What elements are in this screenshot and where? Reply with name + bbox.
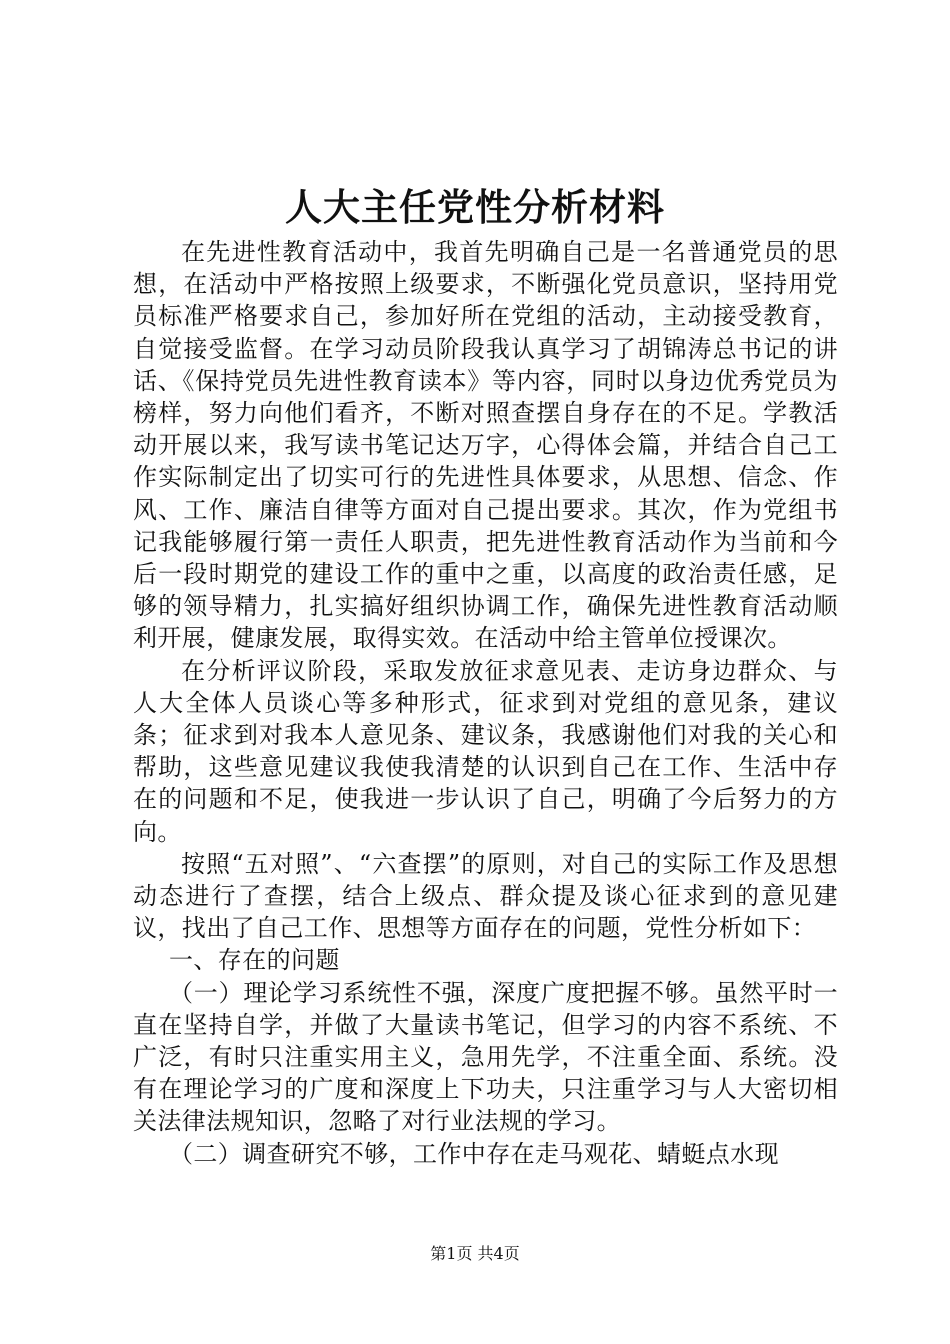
page-footer: 第1页 共4页	[430, 1244, 520, 1263]
document-title: 人大主任党性分析材料	[285, 185, 665, 229]
sub-paragraph-1: （一）理论学习系统性不强，深度广度把握不够。虽然平时一直在坚持自学，并做了大量读书笔记，但学习的内容不系统、不广泛，有时只注重实用主义，急用先学，不注重全面、系统。没有在理论学习的广度和深度上下功夫，只注重学习与人大密切相关法律法规知识，忽略了对行业法规的学习。	[133, 978, 838, 1136]
section-heading: 一、存在的问题	[169, 946, 340, 975]
document-body	[133, 236, 838, 1170]
paragraph-1: 在先进性教育活动中，我首先明确自己是一名普通党员的思想，在活动中严格按照上级要求，不断强化党员意识，坚持用党员标准严格要求自己，参加好所在党组的活动，主动接受教育，自觉接受监督。在学习动员阶段我认真学习了胡锦涛总书记的讲话、《保持党员先进性教育读本》等内容，同时以身边优秀党员为榜样，努力向他们看齐，不断对照查摆自身存在的不足。学教活动开展以来，我写读书笔记达万字，心得体会篇，并结合自己工作实际制定出了切实可行的先进性具体要求，从思想、信念、作风、工作、廉洁自律等方面对自己提出要求。其次，作为党组书记我能够履行第一责任人职责，把先进性教育活动作为当前和今后一段时期党的建设工作的重中之重，以高度的政治责任感，足够的领导精力，扎实搞好组织协调工作，确保先进性教育活动顺利开展，健康发展，取得实效。在活动中给主管单位授课次。	[133, 238, 838, 653]
paragraph-3: 按照“五对照”、“六查摆”的原则，对自己的实际工作及思想动态进行了查摆，结合上级点、群众提及谈心征求到的意见建议，找出了自己工作、思想等方面存在的问题，党性分析如下：	[133, 849, 838, 943]
sub-paragraph-2: （二）调查研究不够，工作中存在走马观花、蜻蜓点水现	[169, 1139, 779, 1168]
paragraph-2: 在分析评议阶段，采取发放征求意见表、走访身边群众、与人大全体人员谈心等多种形式，征求到对党组的意见条，建议条；征求到对我本人意见条、建议条，我感谢他们对我的关心和帮助，这些意见建议我使我清楚的认识到自己在工作、生活中存在的问题和不足，使我进一步认识了自己，明确了今后努力的方向。	[133, 656, 838, 846]
